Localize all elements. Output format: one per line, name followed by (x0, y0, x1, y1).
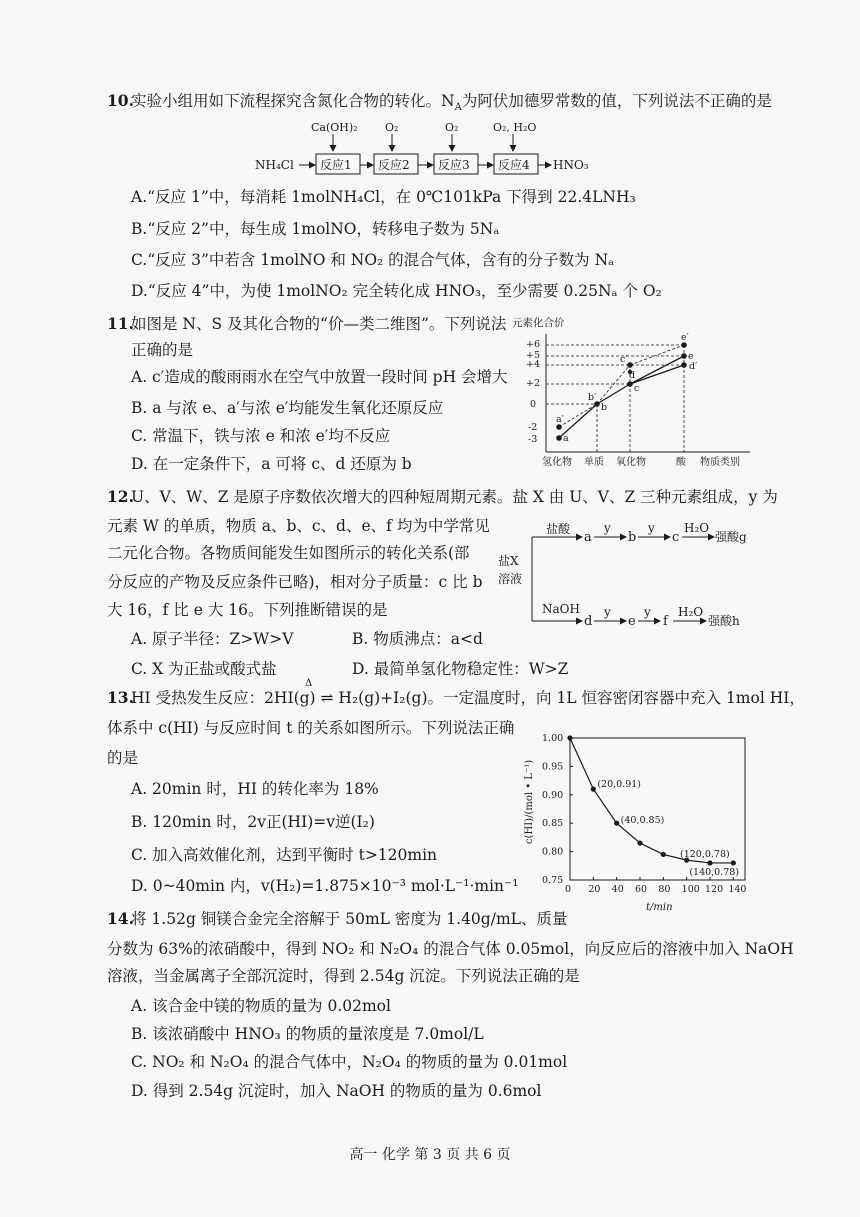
valence-tick: 0 (530, 399, 537, 410)
arrow-label: H₂O (678, 605, 704, 619)
q13-line-3: 的是 (107, 749, 139, 767)
salt-label-2: 溶液 (498, 572, 523, 586)
q10-option-a: A.“反应 1”中，每消耗 1molNH₄Cl，在 0℃101kPa 下得到 22.4LNH₃ (131, 188, 636, 206)
chart-points (567, 735, 736, 865)
flow-box-2: 反应2 (378, 158, 410, 172)
q14-line-1: 将 1.52g 铜镁合金完全溶解于 50mL 密度为 1.40g/mL、质量 (131, 910, 568, 928)
data-label: (40,0.85) (620, 815, 665, 827)
flow-box-3: 反应3 (438, 158, 470, 172)
q11-valence-chart (512, 312, 762, 470)
chart-y-label: c(HI)/(mol • L⁻¹) (524, 759, 535, 844)
valence-tick: +5 (526, 350, 541, 361)
valence-tick: +6 (526, 339, 541, 350)
valence-x-label: 氢化物 (542, 457, 572, 468)
valence-x-label: 物质类别 (700, 457, 740, 468)
arrow-label: y (644, 605, 651, 619)
y-tick-label: 0.90 (542, 789, 564, 801)
data-point (637, 840, 642, 845)
x-tick-label: 100 (681, 884, 700, 895)
y-tick-label: 0.75 (542, 875, 564, 886)
q12-option-a: A. 原子半径：Z>W>V (131, 630, 294, 648)
data-label: (120,0.78) (680, 848, 730, 860)
flow-reagent-1: Ca(OH)₂ (311, 121, 358, 134)
x-tick-label: 80 (658, 884, 671, 895)
chain-node: e (628, 614, 636, 627)
point-label-a: a (563, 433, 569, 444)
q14-line-3: 溶液，当金属离子全部沉淀时，得到 2.54g 沉淀。下列说法正确的是 (107, 967, 580, 985)
flow-reagent-2: O₂ (385, 121, 399, 134)
q10-option-c: C.“反应 3”中若含 1molNO 和 NO₂ 的混合气体，含有的分子数为 Nₐ (131, 251, 615, 269)
x-tick-label: 60 (635, 884, 648, 895)
data-label: (140,0.78) (689, 866, 740, 878)
chain-node: a (584, 530, 592, 545)
salt-label-1: 盐X (498, 554, 519, 568)
chain-node: b (628, 530, 637, 545)
q11-stem-1: 如图是 N、S 及其化合物的“价—类二维图”。下列说法 (131, 315, 507, 333)
valence-x-label: 单质 (584, 457, 604, 468)
q14-number: 14. (107, 909, 134, 928)
data-point (567, 735, 572, 740)
flow-box-1: 反应1 (320, 158, 352, 172)
point-label-d-prime: d′ (689, 361, 698, 372)
point-label-e: e (688, 351, 694, 362)
q13-option-b: B. 120min 时，2v正(HI)=v逆(I₂) (131, 813, 375, 831)
q10-option-d: D.“反应 4”中，为使 1molNO₂ 完全转化成 HNO₃，至少需要 0.25Nₐ 个 O₂ (131, 282, 662, 300)
arrow-label: H₂O (684, 521, 710, 535)
data-point (614, 821, 619, 826)
q10-option-b: B.“反应 2”中，每生成 1molNO，转移电子数为 5Nₐ (131, 220, 500, 238)
q11-option-a: A. c′造成的酸雨雨水在空气中放置一段时间 pH 会增大 (131, 368, 508, 386)
q10-flow-diagram (255, 118, 600, 178)
x-tick-label: 0 (565, 884, 572, 895)
q12-line-2: 元素 W 的单质，物质 a、b、c、d、e、f 均为中学常见 (107, 517, 490, 535)
q13-line-1: HI 受热发生反应：2HI(g) ⇌ H₂(g)+I₂(g)。一定温度时，向 1L 恒容密闭容器中充入 1mol HI， (131, 689, 805, 707)
y-tick-label: 0.95 (542, 761, 564, 773)
x-tick-label: 40 (611, 884, 624, 895)
top-reagent: 盐酸 (546, 522, 571, 536)
page-footer: 高一 化学 第 3 页 共 6 页 (349, 1147, 511, 1163)
x-tick-label: 20 (588, 884, 601, 895)
q13-option-a: A. 20min 时，HI 的转化率为 18% (131, 780, 379, 798)
valence-x-label: 氧化物 (616, 457, 646, 468)
q11-stem-2: 正确的是 (131, 341, 194, 359)
valence-tick: +4 (526, 359, 541, 370)
flow-end: HNO₃ (553, 158, 589, 172)
valence-tick: -3 (528, 434, 538, 445)
q12-number: 12. (107, 487, 134, 506)
point-label-c-prime: c′ (620, 354, 628, 365)
q13-option-c: C. 加入高效催化剂，达到平衡时 t>120min (131, 846, 438, 864)
q10-number: 10. (107, 91, 134, 110)
point-label-b: b (601, 402, 608, 413)
flow-start: NH₄Cl (255, 158, 294, 172)
q10-stem: 实验小组用如下流程探究含氮化合物的转化。$N_A$为阿伏加德罗常数的值，下列说法不正确的是 (131, 92, 772, 114)
q11-option-d: D. 在一定条件下，a 可将 c、d 还原为 b (131, 455, 412, 473)
data-point (707, 860, 712, 865)
chain-node: c (672, 530, 680, 545)
q13-heat-symbol: Δ (305, 678, 313, 689)
y-tick-label: 0.80 (542, 846, 564, 858)
q12-conversion-diagram (498, 515, 768, 627)
q11-number: 11. (107, 314, 134, 333)
q12-option-c: C. X 为正盐或酸式盐 (131, 660, 277, 678)
q14-option-a: A. 该合金中镁的物质的量为 0.02mol (131, 997, 391, 1015)
y-tick-label: 0.85 (542, 818, 564, 830)
q12-line-3: 二元化合物。各物质间能发生如图所示的转化关系(部 (107, 544, 470, 562)
flow-reagent-3: O₂ (445, 121, 459, 134)
x-tick-label: 140 (728, 884, 747, 895)
point-label-c: c (634, 383, 640, 394)
q13-line-2: 体系中 c(HI) 与反应时间 t 的关系如图所示。下列说法正确 (107, 719, 515, 737)
chain-node: f (663, 614, 668, 627)
data-point (661, 852, 666, 857)
data-label: (20,0.91) (597, 779, 642, 791)
x-tick-label: 120 (705, 884, 724, 895)
valence-x-label: 酸 (676, 457, 686, 468)
q13-hi-concentration-chart (518, 726, 768, 914)
q11-option-b: B. a 与浓 e、a′与浓 e′均能发生氧化还原反应 (131, 399, 444, 417)
flow-box-4: 反应4 (498, 158, 530, 172)
valence-y-title: 元素化合价 (512, 317, 565, 329)
y-tick-label: 1.00 (542, 733, 564, 744)
arrow-label: y (648, 521, 655, 535)
q12-option-d: D. 最简单氢化物稳定性：W>Z (352, 660, 569, 678)
q14-line-2: 分数为 63%的浓硝酸中，得到 NO₂ 和 N₂O₄ 的混合气体 0.05mol，向反应后的溶液中加入 NaOH (107, 940, 794, 958)
q12-option-b: B. 物质沸点：a<d (352, 630, 483, 648)
bottom-reagent: NaOH (542, 602, 580, 616)
arrow-label: y (604, 605, 611, 619)
q14-option-d: D. 得到 2.54g 沉淀时，加入 NaOH 的物质的量为 0.6mol (131, 1082, 542, 1100)
point-label-b-prime: b′ (588, 392, 597, 403)
data-point (731, 860, 736, 865)
valence-tick: +2 (526, 378, 541, 389)
data-point (591, 787, 596, 792)
q11-option-c: C. 常温下，铁与浓 e 和浓 e′均不反应 (131, 427, 391, 445)
point-label-e-prime: e′ (681, 332, 689, 343)
hi-concentration-curve (570, 738, 733, 863)
q12-line-1: U、V、W、Z 是原子序数依次增大的四种短周期元素。盐 X 由 U、V、Z 三种元素组成，y 为 (131, 488, 778, 506)
q12-line-5: 大 16，f 比 e 大 16。下列推断错误的是 (107, 601, 388, 619)
q14-option-b: B. 该浓硝酸中 HNO₃ 的物质的量浓度是 7.0mol/L (131, 1025, 484, 1043)
point-label-a-prime: a′ (556, 414, 564, 425)
q12-line-4: 分反应的产物及反应条件已略)，相对分子质量：c 比 b (107, 573, 483, 591)
chain-node: d (584, 614, 593, 627)
q13-number: 13. (107, 688, 134, 707)
point-label-d: d (629, 370, 636, 381)
valence-tick: -2 (528, 422, 538, 433)
chart-x-label: t/min (646, 902, 673, 913)
chain-node: 强酸g (715, 530, 747, 544)
flow-reagent-4: O₂, H₂O (493, 121, 537, 134)
q13-option-d: D. 0~40min 内，v(H₂)=1.875×10⁻³ mol·L⁻¹·min⁻¹ (131, 877, 519, 895)
chain-node: 强酸h (708, 614, 740, 627)
q14-option-c: C. NO₂ 和 N₂O₄ 的混合气体中，N₂O₄ 的物质的量为 0.01mol (131, 1053, 568, 1071)
arrow-label: y (604, 521, 611, 535)
